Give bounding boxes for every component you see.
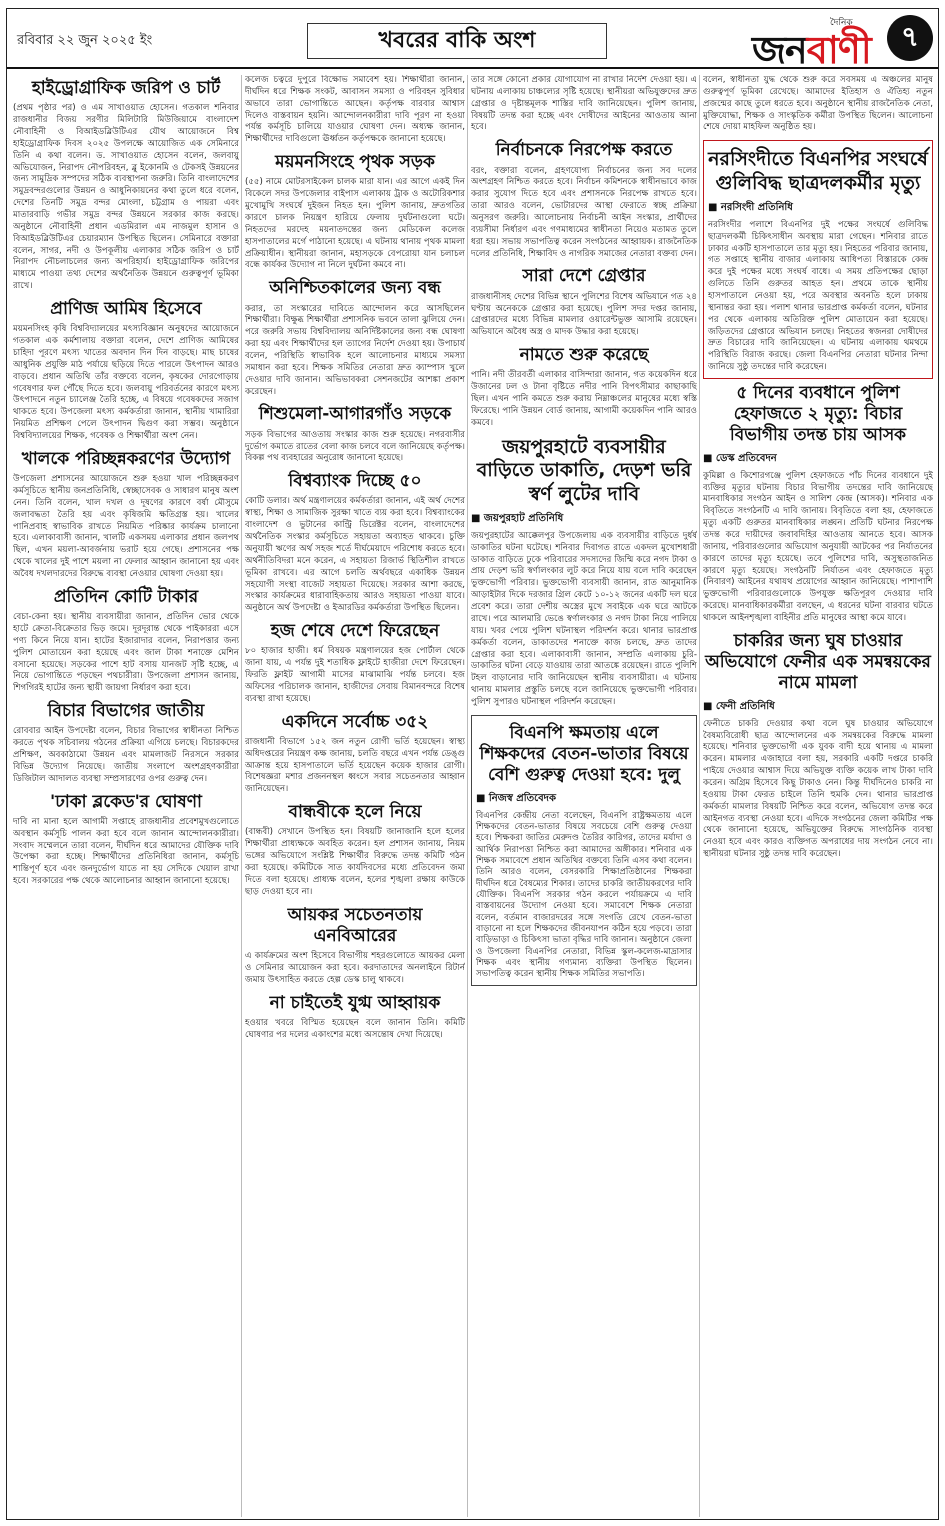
article-indefinite-closure	[245, 278, 465, 398]
article-headline: একদিনে সর্বোচ্চ ৩৫২	[281, 711, 429, 732]
article-bnp-teachers	[471, 715, 697, 986]
article-headline: অনিশ্চিতকালের জন্য বন্ধ	[269, 278, 441, 299]
article-water-receding	[471, 345, 697, 430]
logo-small-text: দৈনিক	[830, 18, 853, 28]
column-divider	[699, 75, 700, 1517]
article-nbr-tax	[245, 905, 465, 987]
article-joint-convener	[245, 993, 465, 1042]
article-headline: বিএনপি ক্ষমতায় এলে শিক্ষকদের বেতন-ভাতার বিষয়ে বেশি গুরুত্ব দেওয়া হবে: দুলু	[479, 722, 689, 786]
article-body: তার সঙ্গে কোনো প্রকার যোগাযোগ না রাখার নির্দেশ দেওয়া হয়। এ ঘটনায় এলাকায় চাঞ্চল্যের সৃষ্টি হয়েছে। স্থানীয়রা অভিযুক্তদের দ্রুত গ্রেপ্তার ও দৃষ্টান্তমূলক শাস্তির দাবি জানিয়েছেন। পুলিশ জানায়, বিষয়টি তদন্ত করা হচ্ছে এবং দোষীদের আইনের আওতায় আনা হবে।	[471, 75, 697, 133]
article-headline: ময়মনসিংহে পৃথক সড়ক	[275, 152, 435, 173]
article-continued-top	[245, 75, 465, 146]
column-divider	[467, 75, 468, 1517]
article-body: ৮০ হাজার হাজী। ধর্ম বিষয়ক মন্ত্রণালয়ের হজ পোর্টাল থেকে জানা যায়, এ পর্যন্ত দুই শতাধিক ফ্লাইটে হাজীরা দেশে ফিরেছেন। ফিরতি ফ্লাইট আগামী মাসের মাঝামাঝি পর্যন্ত চলবে। হজ অফিসের পরিচালক জানান, হাজীদের সেবায় বিমানবন্দরে বিশেষ ব্যবস্থা রাখা হয়েছে।	[245, 646, 465, 704]
article-body: এ কার্যক্রমের অংশ হিসেবে বিভাগীয় শহরগুলোতে আয়কর মেলা ও সেমিনার আয়োজন করা হবে। করদাতাদের অনলাইনে রিটার্ন জমায় উৎসাহিত করতে হেল্প ডেস্ক চালু থাকবে।	[245, 951, 465, 985]
article-headline: খালকে পরিচ্ছন্নকরণের উদ্যোগ	[21, 448, 231, 469]
article-dhaka-blockade	[13, 792, 239, 888]
article-body: (বান্ধবী) সেখানে উপস্থিত হন। বিষয়টি জানাজানি হলে হলের শিক্ষার্থীরা প্রাধ্যক্ষকে অবহিত করেন। হল প্রশাসন জানায়, নিয়ম ভঙ্গের অভিযোগে সংশ্লিষ্ট শিক্ষার্থীর বিরুদ্ধে তদন্ত কমিটি গঠন করা হয়েছে। কমিটিকে সাত কার্যদিবসের মধ্যে প্রতিবেদন জমা দিতে বলা হয়েছে। প্রাধ্যক্ষ বলেন, হলের শৃঙ্খলা রক্ষায় কাউকে ছাড় দেওয়া হবে না।	[245, 827, 465, 897]
column-3	[471, 75, 697, 1517]
article-world-bank	[245, 471, 465, 615]
article-nationwide-arrest	[471, 266, 697, 339]
article-body: হওয়ার খবরে বিস্মিত হয়েছেন বলে জানান তিনি। কমিটি ঘোষণার পর দলের একাংশের মধ্যে অসন্তোষ দেখা দিয়েছে।	[245, 1017, 465, 1040]
article-body: ময়মনসিংহ কৃষি বিশ্ববিদ্যালয়ের মৎস্যবিজ্ঞান অনুষদের আয়োজনে গতকাল এক কর্মশালায় বক্তারা বলেন, দেশে প্রাণিজ আমিষের চাহিদা পূরণে মৎস্য খাতের অবদান দিন দিন বাড়ছে। মাছ চাষের আধুনিক প্রযুক্তি মাঠ পর্যায়ে ছড়িয়ে দিতে পারলে উৎপাদন আরও বাড়বে। প্রধান অতিথি তাঁর বক্তব্যে বলেন, কৃষকের দোরগোড়ায় গবেষণার ফল পৌঁছে দিতে হবে। জলবায়ু পরিবর্তনের কারণে মৎস্য উৎপাদনে নতুন চ্যালেঞ্জ তৈরি হচ্ছে, এ বিষয়ে গবেষকদের সজাগ থাকতে হবে। উপজেলা মৎস্য কর্মকর্তারা জানান, স্থানীয় খামারিরা নিয়মিত প্রশিক্ষণ পেলে উৎপাদন দ্বিগুণ করা সম্ভব। অনুষ্ঠানে বিশ্ববিদ্যালয়ের শিক্ষক, গবেষক ও শিক্ষার্থীরা অংশ নেন।	[13, 324, 239, 441]
article-headline: হজ শেষে দেশে ফিরেছেন	[270, 621, 440, 642]
article-body: উপজেলা প্রশাসনের আয়োজনে শুরু হওয়া খাল পরিচ্ছন্নকরণ কর্মসূচিতে স্থানীয় জনপ্রতিনিধি, স্বেচ্ছাসেবক ও সাধারণ মানুষ অংশ নেন। তিনি বলেন, খাল দখল ও দূষণের কারণে বর্ষা মৌসুমে জলাবদ্ধতা তৈরি হয় এবং কৃষিজমি ক্ষতিগ্রস্ত হয়। খালের পানিপ্রবাহ স্বাভাবিক রাখতে নিয়মিত পরিষ্কার কার্যক্রম চালানো হবে। এলাকাবাসী জানান, খালটি একসময় এলাকার প্রধান জলপথ ছিল, এখন ময়লা-আবর্জনায় ভরাট হয়ে গেছে। প্রশাসনের পক্ষ থেকে খালের দুই পাশে ময়লা না ফেলার আহ্বান জানানো হয় এবং অবৈধ দখলদারদের বিরুদ্ধে ব্যবস্থা নেওয়ার ঘোষণা দেওয়া হয়।	[13, 474, 239, 579]
article-body: রাজধানীসহ দেশের বিভিন্ন স্থানে পুলিশের বিশেষ অভিযানে গত ২৪ ঘণ্টায় অনেককে গ্রেপ্তার করা হয়েছে। পুলিশ সদর দপ্তর জানায়, গ্রেপ্তারদের মধ্যে বিভিন্ন মামলার ওয়ারেন্টভুক্ত আসামি রয়েছেন। অভিযানে অবৈধ অস্ত্র ও মাদক উদ্ধার করা হয়েছে।	[471, 291, 697, 338]
logo-part-1: জন	[752, 28, 807, 72]
article-body: জয়পুরহাটের আক্কেলপুর উপজেলায় এক ব্যবসায়ীর বাড়িতে দুর্ধর্ষ ডাকাতির ঘটনা ঘটেছে। শনিবার দিবাগত রাতে একদল মুখোশধারী ডাকাত বাড়িতে ঢুকে পরিবারের সদস্যদের জিম্মি করে নগদ টাকা ও প্রায় দেড়শ ভরি স্বর্ণালংকার লুট করে নিয়ে যায় বলে দাবি করেছেন ভুক্তভোগী পরিবার। ভুক্তভোগী ব্যবসায়ী জানান, রাত আনুমানিক আড়াইটার দিকে দরজার গ্রিল কেটে ১০-১২ জনের একটি দল ঘরে প্রবেশ করে। তারা দেশীয় অস্ত্রের মুখে সবাইকে এক ঘরে আটকে রাখে। পরে আলমারি ভেঙে স্বর্ণালংকার ও নগদ টাকা নিয়ে পালিয়ে যায়। খবর পেয়ে পুলিশ ঘটনাস্থল পরিদর্শন করে। থানার ভারপ্রাপ্ত কর্মকর্তা বলেন, ডাকাতদের শনাক্তে কাজ চলছে, দ্রুত তাদের গ্রেপ্তার করা হবে। এলাকাবাসী জানান, সম্প্রতি এলাকায় চুরি-ডাকাতির ঘটনা বেড়ে যাওয়ায় তারা আতঙ্কে রয়েছেন। রাতে পুলিশি টহল বাড়ানোর দাবি জানিয়েছেন স্থানীয় ব্যবসায়ীরা। এ ঘটনায় থানায় মামলার প্রস্তুতি চলছে বলে জানিয়েছে ভুক্তভোগী পরিবার। পুলিশ সুপারও ঘটনাস্থল পরিদর্শন করেছেন।	[471, 530, 697, 707]
article-headline: বিচার বিভাগের জাতীয়	[47, 701, 205, 722]
article-headline: সারা দেশে গ্রেপ্তার	[522, 266, 646, 287]
article-byline: ■ জয়পুরহাট প্রতিনিধি	[471, 512, 564, 524]
article-byline: ■ নরসিংদী প্রতিনিধি	[708, 201, 793, 213]
article-headline: ৫ দিনের ব্যবধানে পুলিশ হেফাজতে ২ মৃত্যু: বিচার বিভাগীয় তদন্ত চায় আসক	[729, 382, 907, 446]
article-canal-cleaning	[13, 449, 239, 581]
article-headline: নির্বাচনকে নিরপেক্ষ করতে	[495, 140, 673, 161]
page-number-badge: ৭	[887, 15, 933, 61]
article-body: নরসিংদীর পলাশে বিএনপির দুই পক্ষের সংঘর্ষে গুলিবিদ্ধ ছাত্রদলকর্মী চিকিৎসাধীন অবস্থায় মারা গেছেন। শনিবার রাতে ঢাকার একটি হাসপাতালে তার মৃত্যু হয়। নিহতের পরিবার জানায়, গত সপ্তাহে স্থানীয় বাজার এলাকায় আধিপত্য বিস্তারকে কেন্দ্র করে দুই পক্ষের মধ্যে সংঘর্ষ বাধে। এ সময় প্রতিপক্ষের ছোড়া গুলিতে তিনি গুরুতর আহত হন। প্রথমে তাকে স্থানীয় হাসপাতালে নেওয়া হয়, পরে অবস্থার অবনতি হলে ঢাকায় স্থানান্তর করা হয়। পলাশ থানার ভারপ্রাপ্ত কর্মকর্তা বলেন, ঘটনার পর থেকে এলাকায় অতিরিক্ত পুলিশ মোতায়েন করা হয়েছে। জড়িতদের গ্রেপ্তারে অভিযান চলছে। নিহতের স্বজনরা দোষীদের দ্রুত বিচারের দাবি জানিয়েছেন। এ ঘটনায় এলাকায় থমথমে পরিস্থিতি বিরাজ করছে। জেলা বিএনপির নেতারা ঘটনার নিন্দা জানিয়ে সুষ্ঠু তদন্তের দাবি করেছেন।	[708, 219, 928, 373]
article-body: বেচা-কেনা হয়। স্থানীয় ব্যবসায়ীরা জানান, প্রতিদিন ভোর থেকে হাটে ক্রেতা-বিক্রেতার ভিড় জমে। দূরদূরান্ত থেকে পাইকাররা এসে পণ্য কিনে নিয়ে যান। হাটের ইজারাদার বলেন, নিরাপত্তার জন্য পুলিশ মোতায়েন করা হয়েছে এবং জাল টাকা শনাক্তে মেশিন বসানো হয়েছে। সড়কের পাশে হাট বসায় যানজট সৃষ্টি হচ্ছে, এ নিয়ে ভোগান্তিতে পড়ছেন পথচারীরা। উপজেলা প্রশাসন জানায়, শিগগিরই হাটের জন্য স্থায়ী জায়গা নির্ধারণ করা হবে।	[13, 612, 239, 694]
article-body: বিএনপির কেন্দ্রীয় নেতা বলেছেন, বিএনপি রাষ্ট্রক্ষমতায় এলে শিক্ষকদের বেতন-ভাতার বিষয়ে সবচেয়ে বেশি গুরুত্ব দেওয়া হবে। শিক্ষকরা জাতির মেরুদণ্ড তৈরির কারিগর, তাদের মর্যাদা ও আর্থিক নিরাপত্তা নিশ্চিত করা আমাদের অঙ্গীকার। শনিবার এক শিক্ষক সমাবেশে প্রধান অতিথির বক্তব্যে তিনি এসব কথা বলেন। তিনি আরও বলেন, বেসরকারি শিক্ষাপ্রতিষ্ঠানের শিক্ষকরা দীর্ঘদিন ধরে বৈষম্যের শিকার। তাদের চাকরি জাতীয়করণের দাবি যৌক্তিক। বিএনপি সরকার গঠন করলে পর্যায়ক্রমে এ দাবি বাস্তবায়নের উদ্যোগ নেওয়া হবে। সমাবেশে শিক্ষক নেতারা বলেন, বর্তমান বাজারদরের সঙ্গে সংগতি রেখে বেতন-ভাতা বাড়ানো না হলে শিক্ষকদের জীবনযাপন কঠিন হয়ে পড়বে। তারা বাড়িভাড়া ও চিকিৎসা ভাতা বৃদ্ধির দাবি জানান। অনুষ্ঠানে জেলা ও উপজেলা বিএনপির নেতারা, বিভিন্ন স্কুল-কলেজ-মাদ্রাসার শিক্ষক এবং স্থানীয় গণ্যমান্য ব্যক্তিরা উপস্থিত ছিলেন। সভাপতিত্ব করেন স্থানীয় শিক্ষক সমিতির সভাপতি।	[476, 810, 692, 980]
article-body: রোববার আইন উপদেষ্টা বলেন, বিচার বিভাগের স্বাধীনতা নিশ্চিত করতে পৃথক সচিবালয় গঠনের প্রক্রিয়া এগিয়ে চলছে। বিচারকদের প্রশিক্ষণ, অবকাঠামো উন্নয়ন এবং মামলাজট নিরসনে সরকার বিভিন্ন উদ্যোগ নিয়েছে। জাতীয় সংলাপে অংশগ্রহণকারীরা ডিজিটাল আদালত ব্যবস্থা সম্প্রসারণের ওপর গুরুত্ব দেন।	[13, 726, 239, 784]
logo-part-2: বাণী	[806, 28, 871, 72]
column-2	[245, 75, 465, 1517]
article-headline: প্রতিদিন কোটি টাকার	[53, 586, 199, 607]
article-crore-taka	[13, 587, 239, 695]
article-body: কোটি ডলার। অর্থ মন্ত্রণালয়ের কর্মকর্তারা জানান, এই অর্থ দেশের স্বাস্থ্য, শিক্ষা ও সামাজিক সুরক্ষা খাতে ব্যয় করা হবে। বিশ্বব্যাংকের বাংলাদেশ ও ভুটানের কান্ট্রি ডিরেক্টর বলেন, বাংলাদেশের অর্থনৈতিক সংস্কার কর্মসূচিতে সহায়তা অব্যাহত থাকবে। চুক্তি অনুযায়ী ঋণের অর্থ সহজ শর্তে দীর্ঘমেয়াদে পরিশোধ করতে হবে। অর্থনীতিবিদরা মনে করেন, এ সহায়তা রিজার্ভ স্থিতিশীল রাখতে ভূমিকা রাখবে। এর আগে চলতি অর্থবছরে একাধিক উন্নয়ন সহযোগী সংস্থা বাজেট সহায়তা দিয়েছে। সরকার আশা করছে, সংস্কার কার্যক্রমের ধারাবাহিকতায় আরও সহায়তা পাওয়া যাবে। অনুষ্ঠানে অর্থ উপদেষ্টা ও ইআরডির কর্মকর্তারা উপস্থিত ছিলেন।	[245, 496, 465, 614]
article-headline: জয়পুরহাটে ব্যবসায়ীর বাড়িতে ডাকাতি, দেড়শ ভরি স্বর্ণ লুটের দাবি	[476, 435, 692, 506]
article-body: (প্রথম পৃষ্ঠার পর) ও এম সাখাওয়াত হোসেন। গতকাল শনিবার রাজধানীর বিজয় সরণীর মিলিটারি মিউজিয়ামে বাংলাদেশ নৌবাহিনী ও বিআইডব্লিউটিএর যৌথ আয়োজনে বিশ্ব হাইড্রোগ্রাফিক দিবস ২০২৫ উপলক্ষে আয়োজিত এক সেমিনারে তিনি এ কথা বলেন। ড. সাখাওয়াত হোসেন বলেন, জলবায়ু অভিযোজন, নিরাপদ নৌপরিবহন, ব্লু ইকোনমি ও টেকসই উন্নয়নের জন্য সামুদ্রিক সম্পদের সঠিক ব্যবস্থাপনা জরুরি। তিনি বাংলাদেশের সমুদ্রবন্দরগুলোর উন্নয়ন ও আধুনিকায়নের কথা তুলে ধরে বলেন, দেশের তিনটি সমুদ্র বন্দর মোংলা, চট্টগ্রাম ও পায়রা এবং মাতারবাড়ি গভীর সমুদ্র বন্দর উন্নয়নে সরকার কাজ করছে। অনুষ্ঠানে নৌবাহিনী প্রধান এডমিরাল এম নাজমুল হাসান ও বিআইডব্লিউটিএর চেয়ারম্যান উপস্থিত ছিলেন। সেমিনারে বক্তারা বলেন, সাগর, নদী ও উপকূলীয় এলাকার সঠিক জরিপ ও চার্ট নিরাপদ নৌচলাচলের জন্য অপরিহার্য। হাইড্রোগ্রাফিক জরিপের মাধ্যমে পাওয়া তথ্য দেশের অর্থনৈতিক উন্নয়নে গুরুত্বপূর্ণ ভূমিকা রাখে।	[13, 103, 239, 292]
newspaper-logo	[752, 13, 882, 72]
article-body: সড়ক বিভাগের আওতায় সংস্কার কাজ শুরু হয়েছে। নগরবাসীর দুর্ভোগ কমাতে রাতের বেলা কাজ চলবে বলে জানিয়েছে কর্তৃপক্ষ। বিকল্প পথ ব্যবহারের অনুরোধ জানানো হয়েছে।	[245, 429, 465, 464]
article-hydrographic	[13, 78, 239, 293]
article-headline: না চাইতেই যুগ্ম আহ্বায়ক	[269, 992, 441, 1013]
article-body: রাজধানী বিভাগে ১৫২ জন নতুন রোগী ভর্তি হয়েছেন। স্বাস্থ্য অধিদপ্তরের নিয়ন্ত্রণ কক্ষ জানায়, চলতি বছরে এখন পর্যন্ত ডেঙ্গু আক্রান্ত হয়ে হাসপাতালে ভর্তি হয়েছেন কয়েক হাজার রোগী। বিশেষজ্ঞরা মশার প্রজননস্থল ধ্বংসে সবার সচেতনতার আহ্বান জানিয়েছেন।	[245, 736, 465, 795]
article-byline: ■ নিজস্ব প্রতিবেদক	[476, 792, 556, 804]
article-headline: বান্ধবীকে হলে নিয়ে	[288, 802, 422, 823]
column-1	[13, 75, 239, 1517]
article-byline: ■ ফেনী প্রতিনিধি	[703, 700, 775, 712]
article-neutral-election	[471, 140, 697, 260]
article-animal-protein	[13, 299, 239, 443]
article-dengue-record	[245, 712, 465, 797]
article-mymensingh-road	[245, 152, 465, 272]
article-custody-deaths	[703, 383, 933, 625]
article-body: বরং, বক্তারা বলেন, গ্রহণযোগ্য নির্বাচনের জন্য সব দলের অংশগ্রহণ নিশ্চিত করতে হবে। নির্বাচন কমিশনকে স্বাধীনভাবে কাজ করার সুযোগ দিতে হবে এবং প্রশাসনকে নিরপেক্ষ রাখতে হবে। তারা আরও বলেন, ভোটারদের আস্থা ফেরাতে স্বচ্ছ প্রক্রিয়া অনুসরণ জরুরি। আলোচনায় নির্বাচনী আইন সংস্কার, প্রার্থীদের ব্যয়সীমা নির্ধারণ এবং গণমাধ্যমের স্বাধীনতা নিয়েও মতামত তুলে ধরা হয়। সভায় সভাপতিত্ব করেন সংগঠনের আহ্বায়ক। রাজনৈতিক দলের প্রতিনিধি, শিক্ষাবিদ ও নাগরিক সমাজের নেতারা বক্তব্য দেন।	[471, 165, 697, 259]
article-headline: 'ঢাকা ব্লকেড'র ঘোষণা	[50, 791, 202, 812]
article-body: করার, তা সংস্কারের দাবিতে আন্দোলন করে আসছিলেন শিক্ষার্থীরা। বিক্ষুব্ধ শিক্ষার্থীরা প্রশাসনিক ভবনে তালা ঝুলিয়ে দেন। পরে জরুরি সভায় বিশ্ববিদ্যালয় অনির্দিষ্টকালের জন্য বন্ধ ঘোষণা করা হয় এবং শিক্ষার্থীদের হল ত্যাগের নির্দেশ দেওয়া হয়। উপাচার্য বলেন, পরিস্থিতি স্বাভাবিক হলে আলোচনার মাধ্যমে সমস্যা সমাধান করা হবে। শিক্ষক সমিতির নেতারা দ্রুত ক্যাম্পাস খুলে দেওয়ার দাবি জানান। অভিভাবকরা সেশনজটের আশঙ্কা প্রকাশ করেছেন।	[245, 303, 465, 397]
article-body: কলেজ চত্বরে দুপুরে বিক্ষোভ সমাবেশ হয়। শিক্ষার্থীরা জানান, দীর্ঘদিন ধরে শিক্ষক সংকট, আবাসন সমস্যা ও পরিবহন সুবিধার অভাবে তারা ভোগান্তিতে আছেন। কর্তৃপক্ষ বারবার আশ্বাস দিলেও বাস্তবায়ন হয়নি। আন্দোলনকারীরা দাবি পূরণ না হওয়া পর্যন্ত কর্মসূচি চালিয়ে যাওয়ার ঘোষণা দেন। অধ্যক্ষ জানান, শিক্ষার্থীদের দাবিগুলো ঊর্ধ্বতন কর্তৃপক্ষকে জানানো হয়েছে।	[245, 75, 465, 145]
issue-date: রবিবার ২২ জুন ২০২৫ ইং	[17, 33, 153, 48]
column-divider	[241, 75, 242, 1517]
article-joypurhat-robbery	[471, 436, 697, 709]
article-headline: হাইড্রোগ্রাফিক জরিপ ও চার্ট	[31, 78, 221, 98]
article-judiciary	[13, 701, 239, 786]
article-hajj-return	[245, 621, 465, 706]
article-headline: নামতে শুরু করেছে	[519, 345, 649, 366]
article-body: (৫৫) নামে মোটরসাইকেল চালক মারা যান। এর আগে একই দিন বিকেলে সদর উপজেলার বাইপাস এলাকায় ট্রাক ও অটোরিকশার মুখোমুখি সংঘর্ষে দুইজন নিহত হন। পুলিশ জানায়, দ্রুতগতির কারণে চালক নিয়ন্ত্রণ হারিয়ে ফেলায় দুর্ঘটনাগুলো ঘটে। নিহতদের মরদেহ ময়নাতদন্তের জন্য মেডিকেল কলেজ হাসপাতালের মর্গে পাঠানো হয়েছে। এ ঘটনায় থানায় পৃথক মামলা প্রক্রিয়াধীন। স্থানীয়রা জানান, মহাসড়কে বেপরোয়া যান চলাচল বন্ধে কার্যকর উদ্যোগ না নিলে দুর্ঘটনা কমবে না।	[245, 177, 465, 271]
article-continued-top	[703, 75, 933, 134]
article-headline: প্রাণিজ আমিষ হিসেবে	[50, 299, 202, 319]
article-continued-top	[471, 75, 697, 134]
article-body: বলেন, স্বাধীনতা যুদ্ধ থেকে শুরু করে সবসময় এ অঞ্চলের মানুষ গুরুত্বপূর্ণ ভূমিকা রেখেছে। আমাদের ইতিহাস ও ঐতিহ্য নতুন প্রজন্মের কাছে তুলে ধরতে হবে। অনুষ্ঠানে স্থানীয় রাজনৈতিক নেতা, মুক্তিযোদ্ধা, শিক্ষক ও সাংস্কৃতিক কর্মীরা উপস্থিত ছিলেন। আলোচনা শেষে দোয়া মাহফিল অনুষ্ঠিত হয়।	[703, 75, 933, 133]
masthead	[7, 9, 938, 72]
article-body: দাবি না মানা হলে আগামী সপ্তাহে রাজধানীর প্রবেশমুখগুলোতে অবস্থান কর্মসূচি পালন করা হবে বলে জানান আন্দোলনকারীরা। সংবাদ সম্মেলনে তারা বলেন, দীর্ঘদিন ধরে আমাদের যৌক্তিক দাবি উপেক্ষা করা হচ্ছে। শিক্ষার্থীদের প্রতিনিধিরা জানান, কর্মসূচি শান্তিপূর্ণ হবে এবং জনদুর্ভোগ যাতে না হয় সেদিকে খেয়াল রাখা হবে। সরকারের পক্ষ থেকে আলোচনার আহ্বান জানানো হয়েছে।	[13, 816, 239, 887]
article-headline: আয়কর সচেতনতায় এনবিআরের	[287, 904, 423, 946]
article-shishumela-road	[245, 404, 465, 465]
article-byline: ■ ডেস্ক প্রতিবেদন	[703, 452, 777, 464]
article-headline: শিশুমেলা-আগারগাঁও সড়কে	[258, 404, 452, 425]
article-headline: বিশ্বব্যাংক দিচ্ছে ৫০	[288, 471, 422, 492]
article-headline: চাকরির জন্য ঘুষ চাওয়ার অভিযোগে ফেনীর এক সমন্বয়কের নামে মামলা	[705, 630, 931, 694]
newspaper-page	[6, 8, 939, 1520]
article-narsingdi-clash	[703, 140, 933, 379]
article-feni-bribe	[703, 631, 933, 861]
article-headline: নরসিংদীতে বিএনপির সংঘর্ষে গুলিবিদ্ধ ছাত্রদলকর্মীর মৃত্যু	[708, 148, 928, 195]
article-body: কুমিল্লা ও কিশোরগঞ্জে পুলিশ হেফাজতে পাঁচ দিনের ব্যবধানে দুই ব্যক্তির মৃত্যুর ঘটনায় বিচার বিভাগীয় তদন্তের দাবি জানিয়েছে মানবাধিকার সংগঠন আইন ও সালিশ কেন্দ্র (আসক)। শনিবার এক বিবৃতিতে সংগঠনটি এ দাবি জানায়। বিবৃতিতে বলা হয়, হেফাজতে মৃত্যু একটি গুরুতর মানবাধিকার লঙ্ঘন। প্রতিটি ঘটনার নিরপেক্ষ তদন্ত করে দায়ীদের জবাবদিহির আওতায় আনতে হবে। আসক জানায়, পরিবারগুলোর অভিযোগ অনুযায়ী আটকের পর নির্যাতনের কারণে তাদের মৃত্যু হয়েছে। তবে পুলিশের দাবি, অসুস্থতাজনিত কারণে মৃত্যু হয়েছে। সংগঠনটি নির্যাতন এবং হেফাজতে মৃত্যু (নিবারণ) আইনের যথাযথ প্রয়োগের আহ্বান জানিয়েছে। পাশাপাশি ভুক্তভোগী পরিবারগুলোকে উপযুক্ত ক্ষতিপূরণ দেওয়ার দাবি করেছে। মানবাধিকারকর্মীরা বলছেন, এ ধরনের ঘটনা বারবার ঘটতে থাকলে আইনশৃঙ্খলা বাহিনীর প্রতি মানুষের আস্থা কমে যাবে।	[703, 470, 933, 624]
article-hall-friend	[245, 802, 465, 898]
column-4	[703, 75, 933, 1517]
section-title: খবরের বাকি অংশ	[307, 23, 607, 59]
article-body: পানি। নদী তীরবর্তী এলাকার বাসিন্দারা জানান, গত কয়েকদিন ধরে উজানের ঢল ও টানা বৃষ্টিতে নদীর পানি বিপৎসীমার কাছাকাছি ছিল। এখন পানি কমতে শুরু করায় নিম্নাঞ্চলের মানুষের মধ্যে স্বস্তি ফিরেছে। পানি উন্নয়ন বোর্ড জানায়, আগামী কয়েকদিন পানি আরও কমবে।	[471, 370, 697, 428]
article-body: ফেনীতে চাকরি দেওয়ার কথা বলে ঘুষ চাওয়ার অভিযোগে বৈষম্যবিরোধী ছাত্র আন্দোলনের এক সমন্বয়কের বিরুদ্ধে মামলা হয়েছে। শনিবার ভুক্তভোগী এক যুবক বাদী হয়ে থানায় এ মামলা করেন। মামলার এজাহারে বলা হয়, সরকারি একটি দপ্তরে চাকরি পাইয়ে দেওয়ার আশ্বাস দিয়ে অভিযুক্ত ব্যক্তি কয়েক লাখ টাকা দাবি করেন। অগ্রিম হিসেবে কিছু টাকাও নেন। কিন্তু দীর্ঘদিনেও চাকরি না হওয়ায় টাকা ফেরত চাইলে তিনি হুমকি দেন। থানার ভারপ্রাপ্ত কর্মকর্তা মামলার বিষয়টি নিশ্চিত করে বলেন, অভিযোগ তদন্ত করে আইনগত ব্যবস্থা নেওয়া হবে। এদিকে সংগঠনের জেলা কমিটির পক্ষ থেকে জানানো হয়েছে, অভিযুক্তের বিরুদ্ধে সাংগঠনিক ব্যবস্থা নেওয়া হবে এবং কারও ব্যক্তিগত অপরাধের দায় সংগঠন নেবে না। স্থানীয়রা ঘটনার সুষ্ঠু তদন্ত দাবি করেছেন।	[703, 718, 933, 860]
